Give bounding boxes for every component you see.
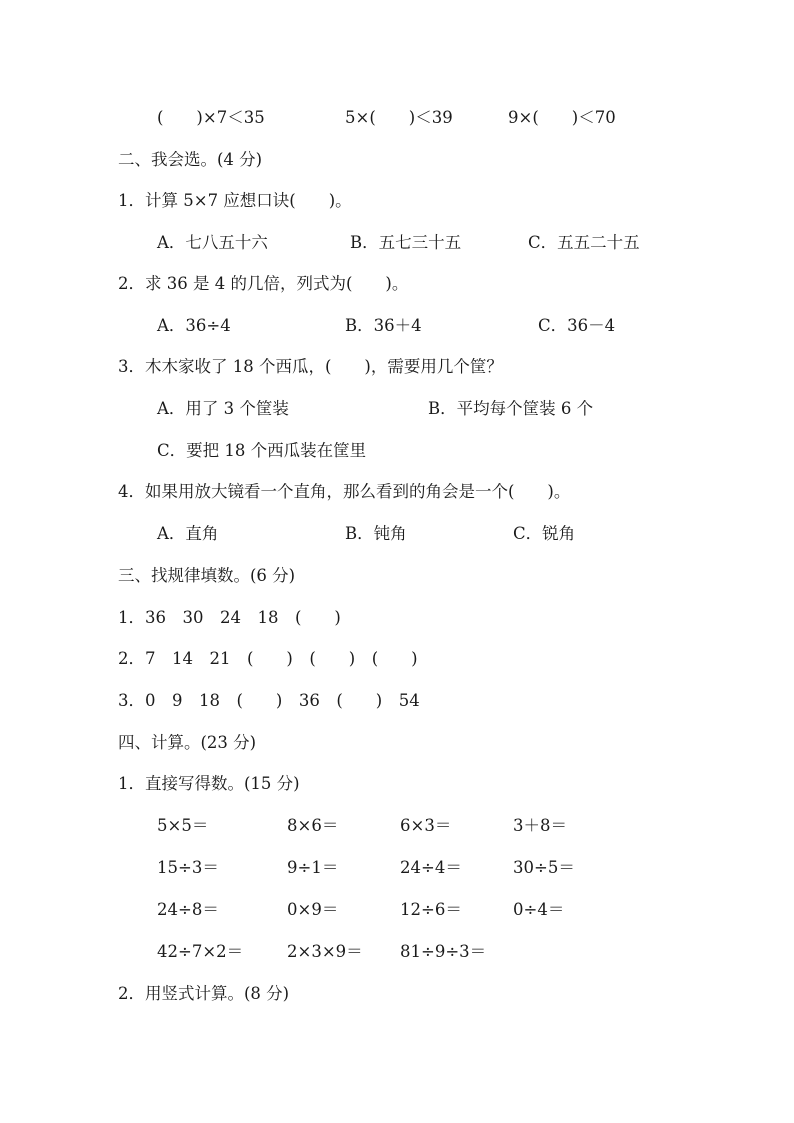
calc-item: 8×6＝ <box>287 816 339 835</box>
calc-item: 9÷1＝ <box>287 858 339 877</box>
pattern-question-1: 1．36 30 24 18 ( ) <box>118 608 341 627</box>
question-2-2: 2．求 36 是 4 的几倍，列式为( )。 <box>118 274 409 293</box>
calc-item: 6×3＝ <box>400 816 452 835</box>
option-2-4-a: A．直角 <box>157 524 219 543</box>
calc-item: 24÷8＝ <box>157 900 219 919</box>
section-4-title: 四、计算。(23 分) <box>118 733 257 752</box>
question-2-1: 1．计算 5×7 应想口诀( )。 <box>118 191 352 210</box>
option-2-3-c: C．要把 18 个西瓜装在筐里 <box>157 441 367 460</box>
calc-item: 24÷4＝ <box>400 858 462 877</box>
subsection-4-2-title: 2．用竖式计算。(8 分) <box>118 984 290 1003</box>
option-2-4-b: B．钝角 <box>345 524 407 543</box>
option-2-1-a: A．七八五十六 <box>157 233 268 252</box>
subsection-4-1-title: 1．直接写得数。(15 分) <box>118 774 300 793</box>
calc-item: 30÷5＝ <box>513 858 575 877</box>
option-2-2-a: A．36÷4 <box>157 316 231 335</box>
option-2-2-b: B．36＋4 <box>345 316 422 335</box>
calc-item: 5×5＝ <box>157 816 209 835</box>
pattern-question-3: 3．0 9 18 ( ) 36 ( ) 54 <box>118 691 420 710</box>
calc-item: 3＋8＝ <box>513 816 567 835</box>
section-3-title: 三、找规律填数。(6 分) <box>118 566 296 585</box>
compare-item-1: ( )×7＜35 <box>157 108 265 127</box>
calc-item: 15÷3＝ <box>157 858 219 877</box>
option-2-1-c: C．五五二十五 <box>528 233 640 252</box>
pattern-question-2: 2．7 14 21 ( ) ( ) ( ) <box>118 649 418 668</box>
calc-item: 42÷7×2＝ <box>157 942 244 961</box>
question-2-3: 3．木木家收了 18 个西瓜，( )，需要用几个筐？ <box>118 357 503 376</box>
calc-item: 2×3×9＝ <box>287 942 363 961</box>
calc-item: 12÷6＝ <box>400 900 462 919</box>
option-2-4-c: C．锐角 <box>513 524 576 543</box>
question-2-4: 4．如果用放大镜看一个直角，那么看到的角会是一个( )。 <box>118 482 571 501</box>
option-2-3-a: A．用了 3 个筐装 <box>157 399 289 418</box>
compare-item-3: 9×( )＜70 <box>508 108 616 127</box>
option-2-1-b: B．五七三十五 <box>350 233 462 252</box>
compare-item-2: 5×( )＜39 <box>345 108 453 127</box>
calc-item: 0×9＝ <box>287 900 339 919</box>
option-2-2-c: C．36－4 <box>538 316 616 335</box>
option-2-3-b: B．平均每个筐装 6 个 <box>428 399 594 418</box>
calc-item: 0÷4＝ <box>513 900 565 919</box>
calc-item: 81÷9÷3＝ <box>400 942 487 961</box>
section-2-title: 二、我会选。(4 分) <box>118 150 263 169</box>
